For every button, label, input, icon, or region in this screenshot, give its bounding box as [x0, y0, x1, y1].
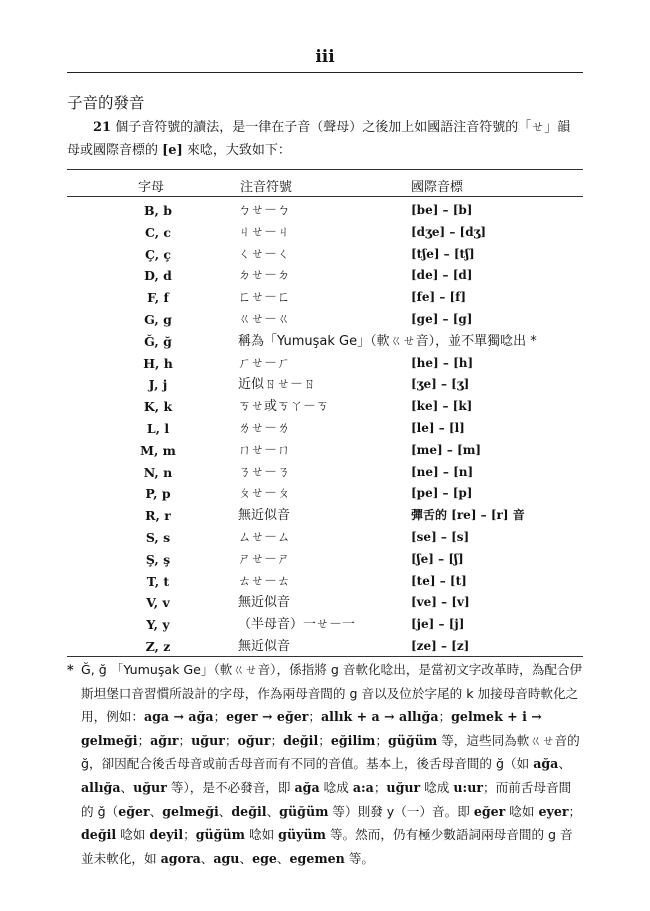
table-header-ipa: 國際音標 [411, 180, 464, 195]
footnote-term: ağır [150, 732, 179, 748]
letter-cell: N, n [143, 464, 173, 480]
intro-text-a: 個子音符號的讀法，是一律在子音（聲母）之後加上如國語注音符號的「ㄝ」韻母或國際音標的 [67, 120, 571, 158]
footnote-segment: ；而前舌母音間的 ğ（ [81, 779, 572, 819]
zhuyin-cell: ㄏㄝ－ㄏ [238, 355, 291, 371]
letter-cell: K, k [143, 399, 173, 415]
footnote-term: eger → eğer [226, 709, 309, 725]
ipa-cell: [tʃe] – [tʃ] [411, 246, 475, 261]
ipa-cell: [ke] – [k] [411, 399, 473, 414]
letter-cell: C, c [144, 224, 172, 240]
footnote-segment: 、 [149, 803, 163, 819]
footnote-term: değil [283, 732, 319, 748]
footnote-segment: 、 [239, 850, 253, 866]
zhuyin-cell: ㄈㄝ－ㄈ [238, 290, 291, 306]
footnote-term: uğur [386, 779, 421, 795]
footnote-segment: 等），是不必發音，即 [166, 779, 295, 795]
table-row [0, 462, 650, 483]
zhuyin-cell: ㄌㄝ－ㄌ [238, 421, 291, 436]
footnote-segment: ； [308, 709, 321, 725]
zhuyin-cell: ㄉㄝ－ㄉ [238, 268, 291, 284]
footnote-term: a:a [352, 779, 374, 795]
ipa-cell: [me] – [m] [411, 442, 482, 457]
zhuyin-cell: （半母音）一ㄝ－一 [238, 617, 356, 633]
letter-cell: J, j [148, 377, 168, 393]
footnote-term: eğer [118, 803, 150, 819]
table-row [0, 636, 650, 657]
footnote-term: gelmeği [162, 803, 219, 819]
zhuyin-cell: ㄙㄝ－ㄙ [238, 530, 291, 545]
table-row [0, 200, 650, 221]
footnote-term: güğüm [195, 827, 245, 843]
table-header-zhuyin: 注音符號 [240, 180, 293, 195]
zhuyin-cell: 無近似音 [238, 508, 291, 524]
page-number: iii [315, 47, 335, 67]
footnote-segment: ； [270, 732, 284, 748]
footnote-term: uğur [133, 779, 167, 795]
intro-text-b: 來唸，大致如下： [182, 142, 291, 158]
footnote-term: ağa [294, 779, 320, 795]
letter-cell: T, t [146, 573, 170, 589]
ipa-cell: [ʃe] – [ʃ] [411, 551, 464, 566]
footnote-segment: 唸如 [116, 827, 150, 843]
zhuyin-cell: ㄊㄝ－ㄊ [238, 573, 291, 589]
footnote-segment: 等，這些同為軟ㄍㄝ音的 ğ，卻因配合後舌母音或前舌母音而有不同的音值。基本上，後舌母音間的 ğ（如 [81, 732, 580, 772]
ipa-cell: [he] – [h] [411, 355, 474, 370]
letter-cell: F, f [147, 290, 169, 306]
ipa-cell: [de] – [d] [411, 268, 473, 283]
letter-cell: Z, z [145, 639, 171, 654]
footnote-segment: ； [178, 732, 192, 748]
footnote-segment: 唸如 [244, 827, 279, 843]
footnote-term: allığa [81, 779, 121, 795]
zhuyin-cell: ㄍㄝ－ㄍ [238, 312, 291, 327]
table-header-letter: 字母 [138, 180, 165, 195]
letter-cell: B, b [143, 203, 172, 218]
zhuyin-cell: 無近似音 [238, 639, 291, 654]
ipa-cell: [je] – [j] [411, 617, 465, 632]
zhuyin-cell: ㄐㄝ－ㄐ [238, 224, 291, 240]
footnote-term: eğilim [330, 732, 376, 748]
zhuyin-cell: ㄕㄝ－ㄕ [238, 551, 291, 567]
letter-cell: R, r [145, 508, 171, 524]
footnote-term: agu [213, 850, 240, 866]
footnote-term: egemen [289, 850, 345, 866]
intro-paragraph [67, 117, 583, 162]
table-row [0, 418, 650, 439]
table-header-rule [67, 196, 583, 197]
table-row [0, 265, 650, 286]
intro-ipa-e: [e] [162, 142, 183, 158]
table-row [0, 353, 650, 374]
zhuyin-cell: 稱為「Yumuşak Ge」（軟ㄍㄝ音），並不單獨唸出 * [238, 333, 537, 349]
table-row [0, 287, 650, 308]
ipa-cell: [ge] – [g] [411, 312, 473, 326]
footnote-segment: 、 [200, 850, 214, 866]
letter-cell: Y, y [146, 617, 170, 633]
footnote-segment: 等。然而，仍有極少數語詞兩母音間的 g 音並未軟化，如 [81, 827, 573, 866]
table-row [0, 527, 650, 548]
intro-number: 21 [93, 120, 112, 135]
footnote [67, 658, 583, 870]
footnote-segment: 等。 [344, 850, 375, 866]
letter-cell: G, g [144, 312, 172, 327]
footnote-segment: 唸成 [420, 779, 454, 795]
table-row [0, 309, 650, 330]
letter-cell: H, h [143, 355, 173, 371]
zhuyin-cell: ㄅㄝ－ㄅ [238, 203, 291, 218]
ipa-cell: [te] – [t] [411, 573, 467, 588]
table-row [0, 244, 650, 265]
footnote-segment: ； [318, 732, 331, 748]
table-row [0, 222, 650, 243]
ipa-cell: [be] – [b] [411, 203, 473, 217]
zhuyin-cell: ㄇㄝ－ㄇ [238, 442, 291, 458]
ipa-cell: [dʒe] – [dʒ] [411, 224, 487, 239]
footnote-segment: ； [438, 709, 452, 725]
zhuyin-cell: 無近似音 [238, 595, 291, 611]
footnote-term: u:ur [453, 779, 483, 795]
table-bottom-rule [67, 656, 583, 657]
footnote-segment: ； [213, 709, 227, 725]
ipa-cell: [le] – [l] [411, 421, 465, 435]
footnote-term: güyüm [278, 827, 326, 843]
table-row [0, 396, 650, 417]
table-row [0, 483, 650, 504]
footnote-segment: ； [224, 732, 238, 748]
footnote-term: ege [252, 850, 277, 866]
footnote-segment: 等）則發 y（一）音。即 [328, 803, 474, 819]
letter-cell: L, l [146, 421, 170, 436]
table-row [0, 592, 650, 613]
letter-cell: Ş, ş [145, 551, 171, 567]
footnote-term: eyer [538, 803, 569, 819]
table-row [0, 571, 650, 592]
table-row [0, 331, 650, 352]
table-row [0, 374, 650, 395]
footnote-term: eğer [473, 803, 506, 819]
footnote-term: güğüm [279, 803, 329, 819]
footnote-term: ağa [533, 756, 559, 772]
footnote-segment: ； [568, 803, 582, 819]
table-row [0, 549, 650, 570]
zhuyin-cell: ㄎㄝ或ㄎㄚ－ㄎ [238, 399, 330, 415]
table-row [0, 614, 650, 635]
footnote-term: allık + a → allığa [321, 709, 439, 725]
footnote-term: agora [160, 850, 201, 866]
footnote-term: oğur [237, 732, 271, 748]
footnote-segment: 、 [558, 756, 571, 772]
table-row [0, 440, 650, 461]
section-title: 子音的發音 [67, 94, 145, 112]
zhuyin-cell: ㄋㄝ－ㄋ [238, 464, 291, 480]
zhuyin-cell: ㄑㄝ－ㄑ [238, 246, 291, 262]
footnote-segment: 、 [120, 779, 134, 795]
table-row [0, 505, 650, 526]
footnote-term: gelmek + i → gelmeği [81, 709, 542, 748]
footnote-term: değil [81, 827, 117, 843]
footnote-term: değil [231, 803, 267, 819]
footnote-segment: 、 [276, 850, 290, 866]
table-top-rule [67, 169, 583, 170]
ipa-cell: [ze] – [z] [411, 639, 470, 653]
zhuyin-cell: ㄆㄝ－ㄆ [238, 486, 291, 502]
zhuyin-cell: 近似ㄖㄝ－ㄖ [238, 377, 317, 393]
footnote-term: aga → ağa [143, 709, 214, 725]
header-rule [67, 72, 583, 73]
ipa-cell: [se] – [s] [411, 530, 470, 544]
letter-cell: Ğ, ğ [144, 333, 172, 349]
footnote-segment: ； [373, 779, 387, 795]
footnote-term: deyil [149, 827, 184, 843]
letter-cell: Ç, ç [144, 246, 172, 262]
letter-cell: D, d [144, 268, 172, 284]
footnote-segment: 唸如 [505, 803, 539, 819]
footnote-segment: 、 [218, 803, 232, 819]
footnote-segment: ； [375, 732, 388, 748]
letter-cell: P, p [145, 486, 171, 502]
letter-cell: M, m [140, 442, 176, 458]
footnote-text [81, 658, 583, 870]
ipa-cell: [fe] – [f] [411, 290, 467, 305]
ipa-cell: [ʒe] – [ʒ] [411, 377, 470, 392]
letter-cell: V, v [146, 595, 170, 611]
footnote-segment: 唸成 [319, 779, 353, 795]
ipa-cell: 彈舌的 [re] – [r] 音 [411, 508, 525, 523]
footnote-term: uğur [191, 732, 225, 748]
letter-cell: S, s [145, 530, 171, 545]
footnote-segment: ； [183, 827, 196, 843]
footnote-term: güğüm [387, 732, 438, 748]
ipa-cell: [pe] – [p] [411, 486, 473, 501]
ipa-cell: [ve] – [v] [411, 595, 470, 610]
ipa-cell: [ne] – [n] [411, 464, 474, 479]
footnote-marker: * [67, 662, 74, 677]
footnote-segment: 、 [266, 803, 280, 819]
footnote-segment: Ğ, ğ 「Yumuşak Ge」（軟ㄍㄝ音），係指將 g 音軟化唸出，是當初文字改革時，為配合伊斯坦堡口音習慣所設計的字母，作為兩母音間的 g 音以及位於字尾的 k 加接母音時軟化之用，例如： [81, 662, 583, 725]
footnote-segment: ； [137, 732, 151, 748]
